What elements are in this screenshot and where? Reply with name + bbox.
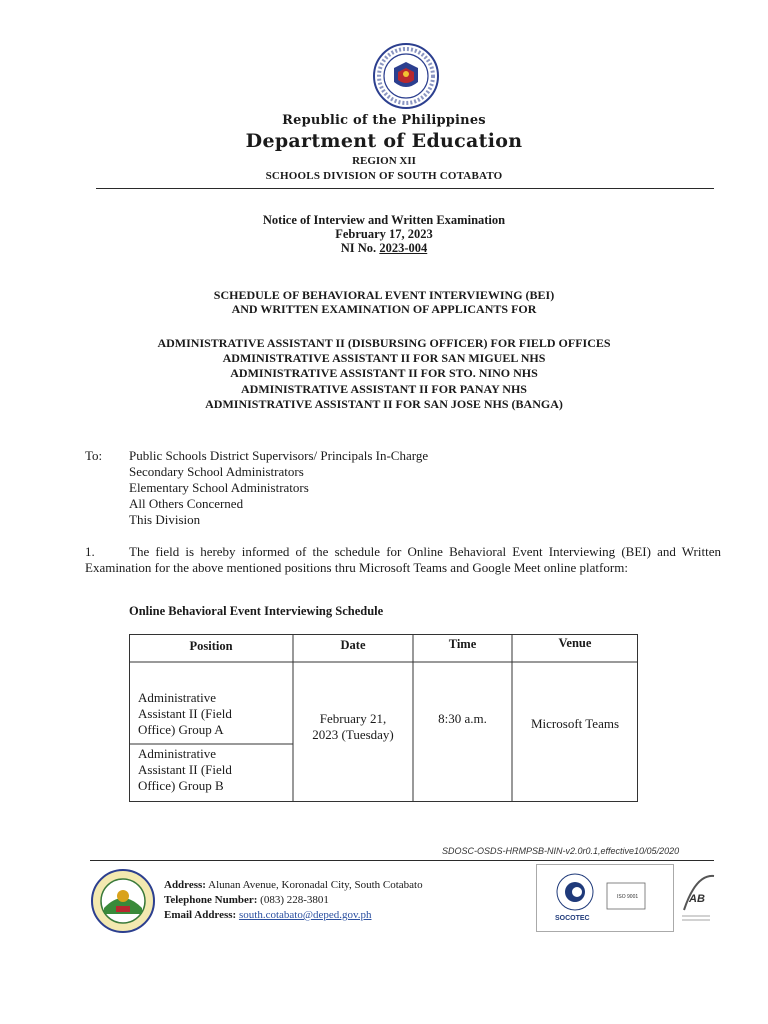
division-seal-icon [90,868,156,934]
position-item: ADMINISTRATIVE ASSISTANT II FOR PANAY NHS [241,382,527,396]
addressee-item: Public Schools District Supervisors/ Principals In-Charge [129,448,429,463]
paragraph-number: 1. [85,544,95,559]
address-label: Address: [164,879,206,891]
phone-line [164,893,423,908]
phone-label: Telephone Number: [164,894,258,906]
notice-number-value: 2023-004 [379,241,428,255]
header-divider [96,188,714,189]
cell-line: Administrative [138,690,216,705]
email-link[interactable]: south.cotabato@deped.gov.ph [238,909,372,921]
pab-label: AB [689,893,705,905]
footer-contact [164,878,423,923]
table-cell-position-group-a [138,690,232,738]
cell-line: Assistant II (Field [138,706,232,721]
deped-seal-icon [372,42,440,110]
cell-line: February 21, [319,711,387,726]
schedule-heading-line-1: SCHEDULE OF BEHAVIORAL EVENT INTERVIEWING (BEI) [213,288,555,302]
address-line [164,878,423,893]
footer-divider [90,860,714,861]
table-header-position: Position [189,639,233,653]
addressee-item: Elementary School Administrators [129,480,309,495]
iso-label: ISO 9001 [617,894,639,900]
notice-number-prefix: NI No. [340,241,377,255]
table-cell-venue: Microsoft Teams [530,716,620,731]
region-heading: REGION XII [352,155,416,167]
position-item: ADMINISTRATIVE ASSISTANT II FOR SAN JOSE NHS (BANGA) [205,397,563,411]
republic-heading: Republic of the Philippines [282,113,486,128]
schedule-heading-line-2: AND WRITTEN EXAMINATION OF APPLICANTS FOR [231,302,537,316]
bei-schedule-title: Online Behavioral Event Interviewing Schedule [129,604,384,618]
notice-number [0,241,768,256]
table-cell-position-group-b [138,746,232,794]
cert-name: SOCOTEC [555,915,590,922]
socotec-logo-icon [548,870,602,914]
cell-line: Administrative [138,746,216,761]
addressee-list [129,448,428,528]
department-heading: Department of Education [245,130,523,152]
phone-value: (083) 228-3801 [260,894,329,906]
form-code: SDOSC-OSDS-HRMPSB-NIN-v2.0r0.1,effective10/05/2020 [442,846,680,856]
position-item: ADMINISTRATIVE ASSISTANT II FOR STO. NINO NHS [230,366,538,380]
cell-line: Assistant II (Field [138,762,232,777]
bei-schedule-table [129,634,638,802]
addressee-item: This Division [129,512,201,527]
notice-date: February 17, 2023 [335,227,433,241]
position-item: ADMINISTRATIVE ASSISTANT II FOR SAN MIGUEL NHS [222,351,546,365]
division-heading: SCHOOLS DIVISION OF SOUTH COTABATO [265,170,503,182]
table-header-time: Time [448,637,477,651]
addressee-item: All Others Concerned [129,496,244,511]
cell-line: Office) Group B [138,778,224,793]
position-item: ADMINISTRATIVE ASSISTANT II (DISBURSING OFFICER) FOR FIELD OFFICES [157,336,611,350]
body-paragraph [85,544,721,576]
email-label: Email Address: [164,909,237,921]
cell-line: Office) Group A [138,722,224,737]
table-cell-date [293,711,413,743]
paragraph-text: The field is hereby informed of the schedule for Online Behavioral Event Interviewing (BEI) and Written Examination for the above mentioned positions thru Microsoft Teams and Google Meet online platform: [85,544,721,575]
notice-title: Notice of Interview and Written Examination [262,213,506,227]
address-value: Alunan Avenue, Koronadal City, South Cotabato [208,879,423,891]
table-cell-time: 8:30 a.m. [438,711,487,726]
cell-line: 2023 (Tuesday) [312,727,394,742]
email-line [164,908,423,923]
addressee-item: Secondary School Administrators [129,464,304,479]
table-header-date: Date [340,638,366,652]
to-label: To: [85,448,103,463]
table-header-venue: Venue [558,636,592,650]
